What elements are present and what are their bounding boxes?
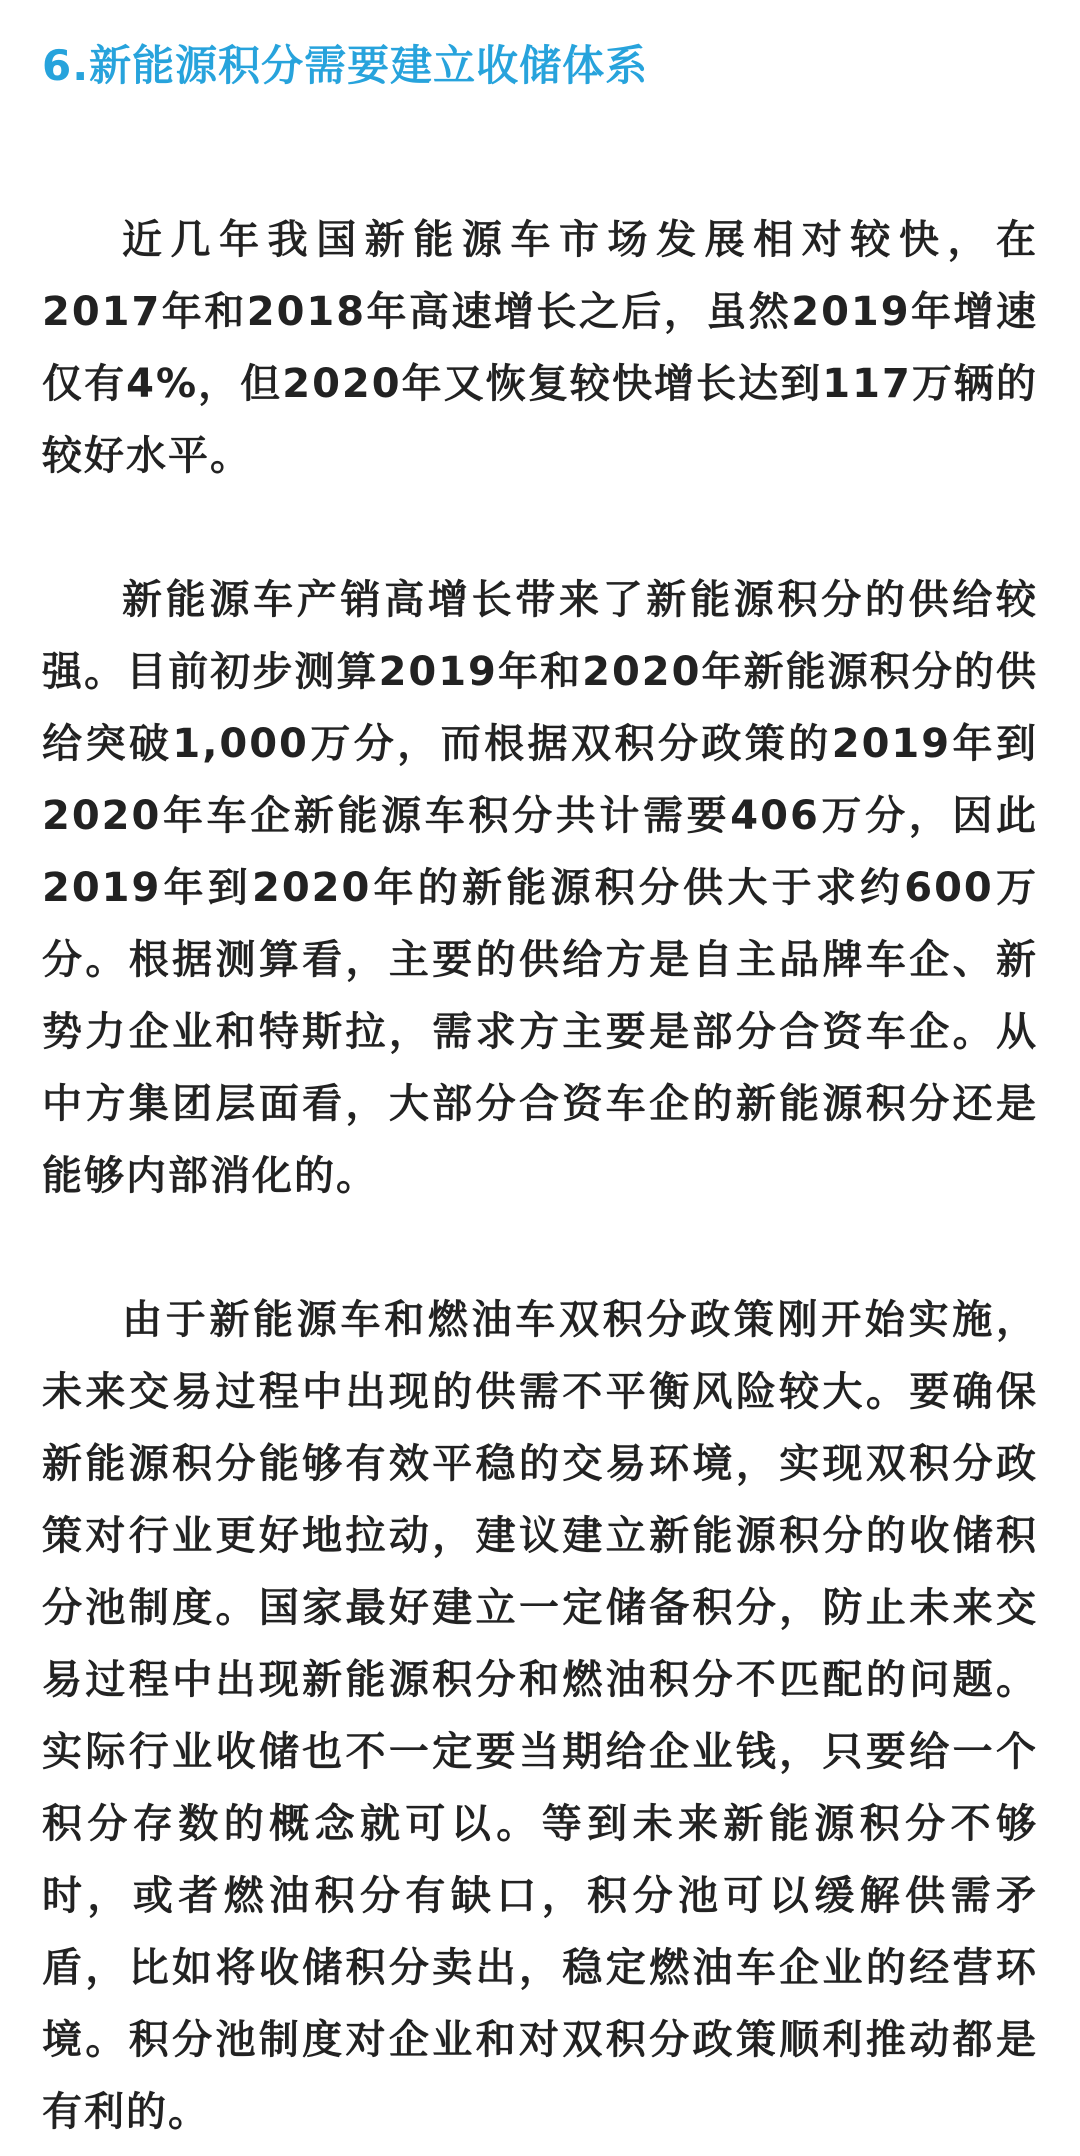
paragraph-credit-supply: 新能源车产销高增长带来了新能源积分的供给较强。目前初步测算2019年和2020年新能源积分的供给突破1,000万分，而根据双积分政策的2019年到2020年车企新能源车积分共计需要406万分，因此2019年到2020年的新能源积分供大于求约600万分。根据测算看，主要的供给方是自主品牌车企、新势力企业和特斯拉，需求方主要是部分合资车企。从中方集团层面看，大部分合资车企的新能源积分还是能够内部消化的。 bbox=[42, 577, 1038, 1199]
section-title: 6.新能源积分需要建立收储体系 bbox=[42, 41, 649, 90]
article-body bbox=[42, 30, 1038, 2148]
paragraph-market-growth: 近几年我国新能源车市场发展相对较快，在2017年和2018年高速增长之后，虽然2019年增速仅有4%，但2020年又恢复较快增长达到117万辆的较好水平。 bbox=[42, 217, 1038, 479]
paragraph-credit-pool-proposal: 由于新能源车和燃油车双积分政策刚开始实施，未来交易过程中出现的供需不平衡风险较大。要确保新能源积分能够有效平稳的交易环境，实现双积分政策对行业更好地拉动，建议建立新能源积分的收储积分池制度。国家最好建立一定储备积分，防止未来交易过程中出现新能源积分和燃油积分不匹配的问题。实际行业收储也不一定要当期给企业钱，只要给一个积分存数的概念就可以。等到未来新能源积分不够时，或者燃油积分有缺口，积分池可以缓解供需矛盾，比如将收储积分卖出，稳定燃油车企业的经营环境。积分池制度对企业和对双积分政策顺利推动都是有利的。 bbox=[42, 1297, 1038, 2135]
